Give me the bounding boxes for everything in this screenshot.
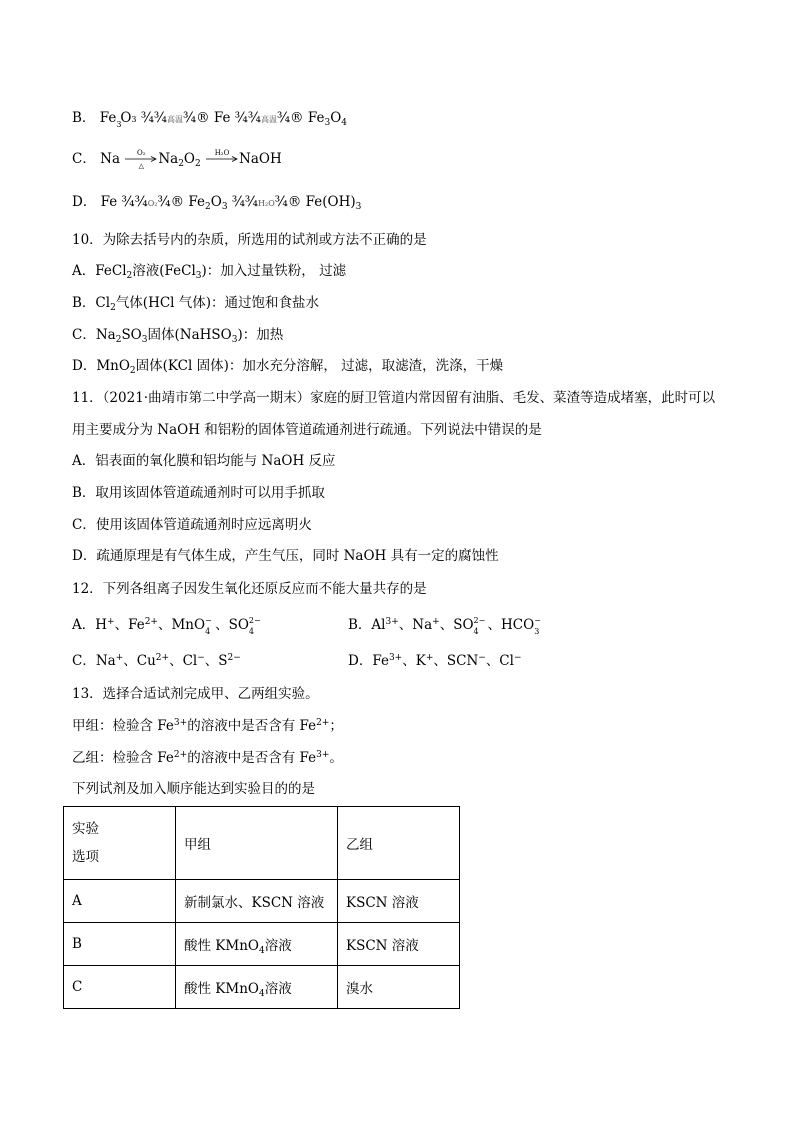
q12-option-a: A．H+、$Fe^{2+}$、MnO − 4 、SO 2− 4	[72, 615, 261, 636]
table-cell: 溴水	[338, 966, 460, 1009]
option-label: C．	[72, 151, 96, 167]
table-cell: 新制氯水、KSCN 溶液	[176, 880, 338, 923]
q12-option-b: B．$Al^{3+}$、Na+、SO 2− 4 、HCO − 3	[348, 615, 541, 636]
condition-icon: 高温	[260, 115, 277, 124]
table-cell: KSCN 溶液	[338, 923, 460, 966]
condition-icon: H₂O	[258, 199, 275, 208]
table-row	[64, 923, 460, 966]
q13-stem: 13．选择合适试剂完成甲、乙两组实验。	[72, 686, 319, 702]
options-table	[63, 806, 460, 1009]
q11-option-c: C．使用该固体管道疏通剂时应远离明火	[72, 517, 312, 533]
q10-option-c: C．$Na_2SO_3$固体(NaHSO$_3$)：加热	[72, 327, 284, 345]
q11-option-a: A．铝表面的氧化膜和铝均能与 NaOH 反应	[72, 453, 336, 469]
q11-option-b: B．取用该固体管道疏通剂时可以用手抓取	[72, 485, 325, 501]
q11-option-d: D．疏通原理是有气体生成，产生气压，同时 NaOH 具有一定的腐蚀性	[72, 548, 499, 564]
option-label: B．	[72, 110, 96, 126]
q9-option-b: B． Fe 3 O3 ¾¾高温¾® Fe ¾¾高温¾® $Fe_3O_4$	[72, 110, 348, 129]
q10-stem: 10．为除去括号内的杂质，所选用的试剂或方法不正确的是	[72, 232, 427, 248]
condition-icon: 高温	[166, 115, 183, 124]
q10-option-b: B．$Cl_2$气体(HCl 气体)：通过饱和食盐水	[72, 295, 320, 313]
table-cell: A	[64, 880, 176, 923]
q9-option-c: C． Na O₂ △ $Na_2O_2$ H₂O NaOH	[72, 148, 282, 170]
reaction-arrow: H₂O	[205, 151, 239, 169]
table-header-cell: 实验 选项	[64, 807, 176, 880]
reaction-arrow: O₂ △	[124, 151, 158, 169]
q12-option-c: C．Na+、$Cu^{2+}$、Cl−、$S^{2-}$	[72, 653, 241, 669]
table-row	[64, 880, 460, 923]
table-cell: B	[64, 923, 176, 966]
table-cell: 酸性 KMnO$_4$溶液	[176, 966, 338, 1009]
table-header-cell: 甲组	[176, 807, 338, 880]
q10-option-a: A．FeCl$_2$溶液(FeCl$_3$)：加入过量铁粉， 过滤	[72, 263, 347, 281]
q12-stem: 12．下列各组离子因发生氧化还原反应而不能大量共存的是	[72, 581, 427, 597]
table-header-row	[64, 807, 460, 880]
q13-group-yi: 乙组：检验含 $Fe^{2+}$的溶液中是否含有 $Fe^{3+}$。	[72, 750, 343, 766]
q11-stem-line2: 用主要成分为 NaOH 和铝粉的固体管道疏通剂进行疏通。下列说法中错误的是	[72, 422, 542, 438]
q12-option-d: D．$Fe^{3+}$、K+、SCN−、Cl−	[348, 653, 522, 669]
condition-icon: O₂	[147, 199, 158, 208]
q13-lead: 下列试剂及加入顺序能达到实验目的的是	[72, 781, 315, 797]
q13-group-jia: 甲组：检验含 $Fe^{3+}$的溶液中是否含有 $Fe^{2+}$；	[72, 718, 343, 734]
q9-option-d: D． Fe ¾¾O₂¾® $Fe_2O_3$ ¾¾H₂O¾® $Fe(OH)_3$	[72, 194, 362, 212]
table-row	[64, 966, 460, 1009]
table-cell: KSCN 溶液	[338, 880, 460, 923]
table-header-cell: 乙组	[338, 807, 460, 880]
arrow-icon	[205, 156, 239, 162]
table-cell: 酸性 KMnO$_4$溶液	[176, 923, 338, 966]
q10-option-d: D．MnO$_2$固体(KCl 固体)：加水充分溶解， 过滤，取滤渣，洗涤，干燥	[72, 358, 504, 376]
q11-stem-line1: 11．（2021·曲靖市第二中学高一期末）家庭的厨卫管道内常因留有油脂、毛发、菜渣等造成堵塞，此时可以	[72, 390, 716, 406]
table-cell: C	[64, 966, 176, 1009]
option-label: D．	[72, 194, 97, 210]
